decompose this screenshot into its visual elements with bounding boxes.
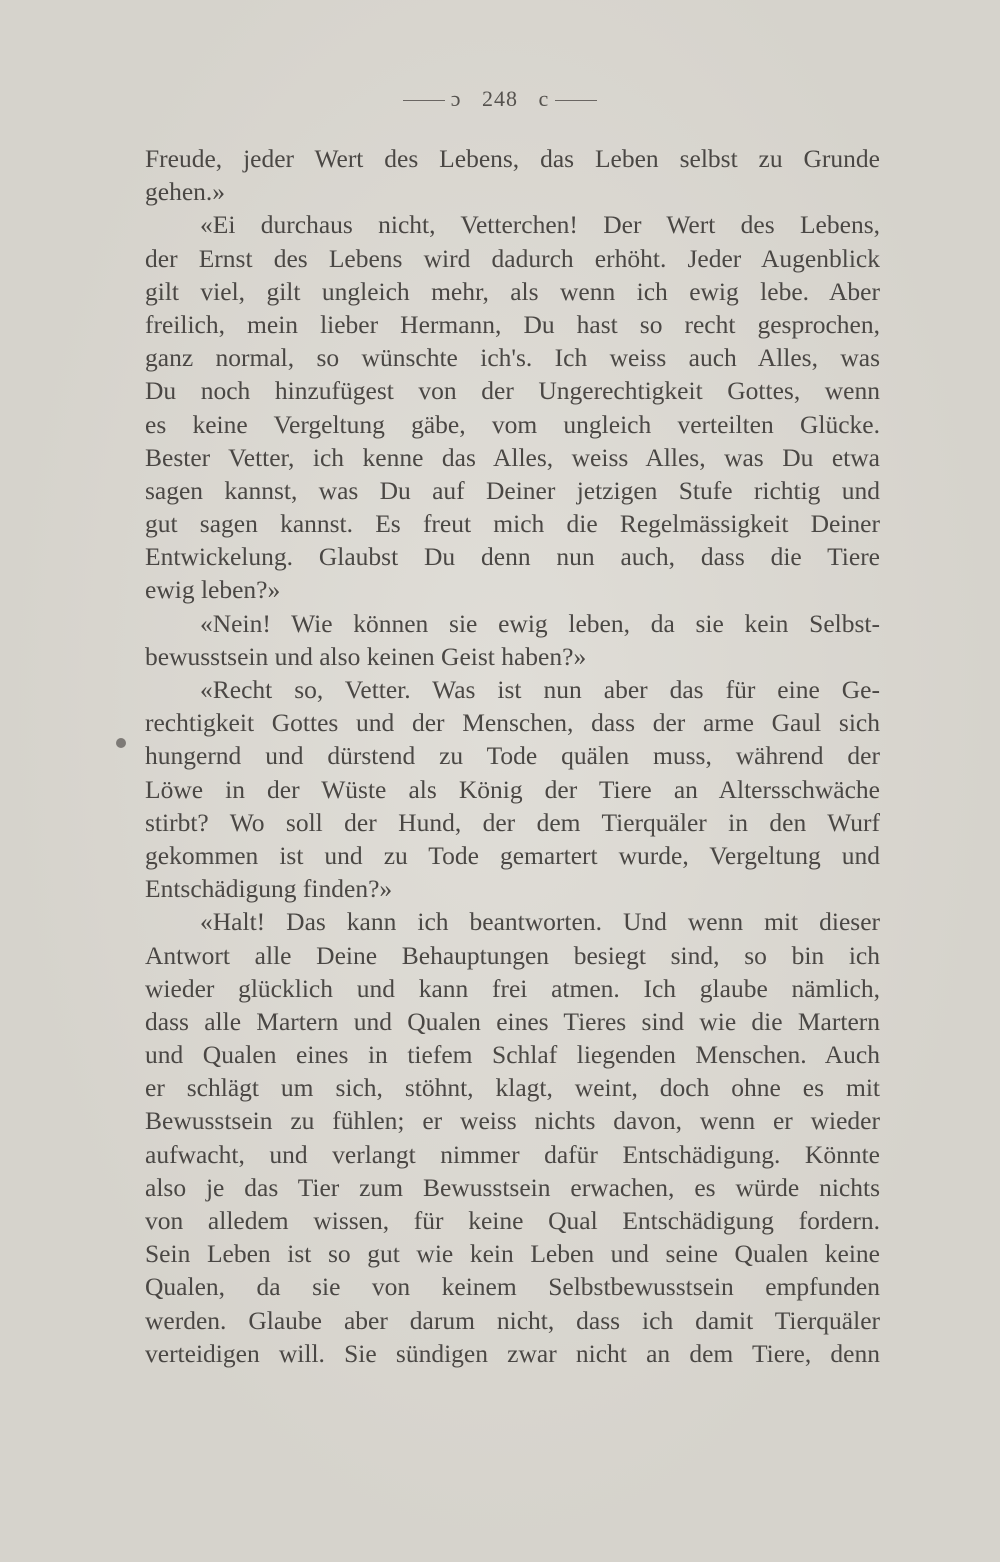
text-line: sagen kannst, was Du auf Deiner jetzigen Stufe richtig und xyxy=(145,475,880,505)
text-line: gekommen ist und zu Tode gemartert wurde, Vergeltung und xyxy=(145,840,880,870)
text-line: Entwickelung. Glaubst Du denn nun auch, dass die Tiere xyxy=(145,542,880,572)
text-line: «Recht so, Vetter. Was ist nun aber das für eine Ge- xyxy=(200,675,880,704)
text-line: freilich, mein lieber Hermann, Du hast so recht gesprochen, xyxy=(145,309,880,339)
text-line: gehen.» xyxy=(145,177,226,207)
text-line: «Halt! Das kann ich beantworten. Und wenn mit dieser xyxy=(200,907,880,937)
text-line: von alledem wissen, für keine Qual Entschädigung fordern. xyxy=(145,1206,880,1235)
text-line: «Nein! Wie können sie ewig leben, da sie kein Selbst- xyxy=(200,608,880,638)
text-line: Entschädigung finden?» xyxy=(145,874,393,904)
page-number: 248 xyxy=(482,86,518,111)
right-rule xyxy=(555,100,597,101)
text-line: dass alle Martern und Qualen eines Tieres sind wie die Martern xyxy=(145,1006,880,1036)
text-line: Bester Vetter, ich kenne das Alles, weiss Alles, was Du etwa xyxy=(145,442,880,472)
text-line: werden. Glaube aber darum nicht, dass ich damit Tierquäler xyxy=(145,1305,880,1335)
text-line: bewusstsein und also keinen Geist haben?» xyxy=(145,641,587,671)
text-line: Löwe in der Wüste als König der Tiere an Altersschwäche xyxy=(145,774,880,804)
text-line: verteidigen will. Sie sündigen zwar nicht an dem Tiere, denn xyxy=(145,1338,880,1368)
right-ornament: c xyxy=(538,86,550,111)
text-line: aufwacht, und verlangt nimmer dafür Entschädigung. Könnte xyxy=(145,1139,880,1169)
left-rule xyxy=(403,100,445,101)
text-line: er schlägt um sich, stöhnt, klagt, weint, doch ohne es mit xyxy=(145,1073,880,1103)
body-text xyxy=(145,142,880,1370)
text-line: Du noch hinzufügest von der Ungerechtigkeit Gottes, wenn xyxy=(145,376,880,406)
left-ornament: ɔ xyxy=(450,86,462,111)
text-line: Sein Leben ist so gut wie kein Leben und seine Qualen keine xyxy=(145,1239,880,1269)
text-line: gilt viel, gilt ungleich mehr, als wenn ich ewig lebe. Aber xyxy=(145,276,880,306)
text-line: rechtigkeit Gottes und der Menschen, dass der arme Gaul sich xyxy=(145,708,880,738)
text-line: «Ei durchaus nicht, Vetterchen! Der Wert des Lebens, xyxy=(200,210,880,240)
text-line: ewig leben?» xyxy=(145,575,281,605)
text-line: Freude, jeder Wert des Lebens, das Leben selbst zu Grunde xyxy=(145,144,880,173)
text-line: und Qualen eines in tiefem Schlaf liegenden Menschen. Auch xyxy=(145,1040,880,1070)
text-line: also je das Tier zum Bewusstsein erwachen, es würde nichts xyxy=(145,1172,880,1202)
text-line: stirbt? Wo soll der Hund, der dem Tierquäler in den Wurf xyxy=(145,807,880,837)
paper-speck xyxy=(116,738,126,748)
text-line: hungernd und dürstend zu Tode quälen muss, während der xyxy=(145,741,880,771)
text-line: gut sagen kannst. Es freut mich die Regelmässigkeit Deiner xyxy=(145,509,880,539)
text-line: es keine Vergeltung gäbe, vom ungleich verteilten Glücke. xyxy=(145,409,880,439)
text-line: wieder glücklich und kann frei atmen. Ich glaube nämlich, xyxy=(145,973,880,1003)
text-line: der Ernst des Lebens wird dadurch erhöht. Jeder Augenblick xyxy=(145,243,880,273)
running-head xyxy=(0,86,1000,112)
text-line: Antwort alle Deine Behauptungen besiegt sind, so bin ich xyxy=(145,940,880,970)
text-line: ganz normal, so wünschte ich's. Ich weiss auch Alles, was xyxy=(145,343,880,373)
text-line: Qualen, da sie von keinem Selbstbewusstsein empfunden xyxy=(145,1272,880,1302)
text-line: Bewusstsein zu fühlen; er weiss nichts davon, wenn er wieder xyxy=(145,1106,880,1136)
